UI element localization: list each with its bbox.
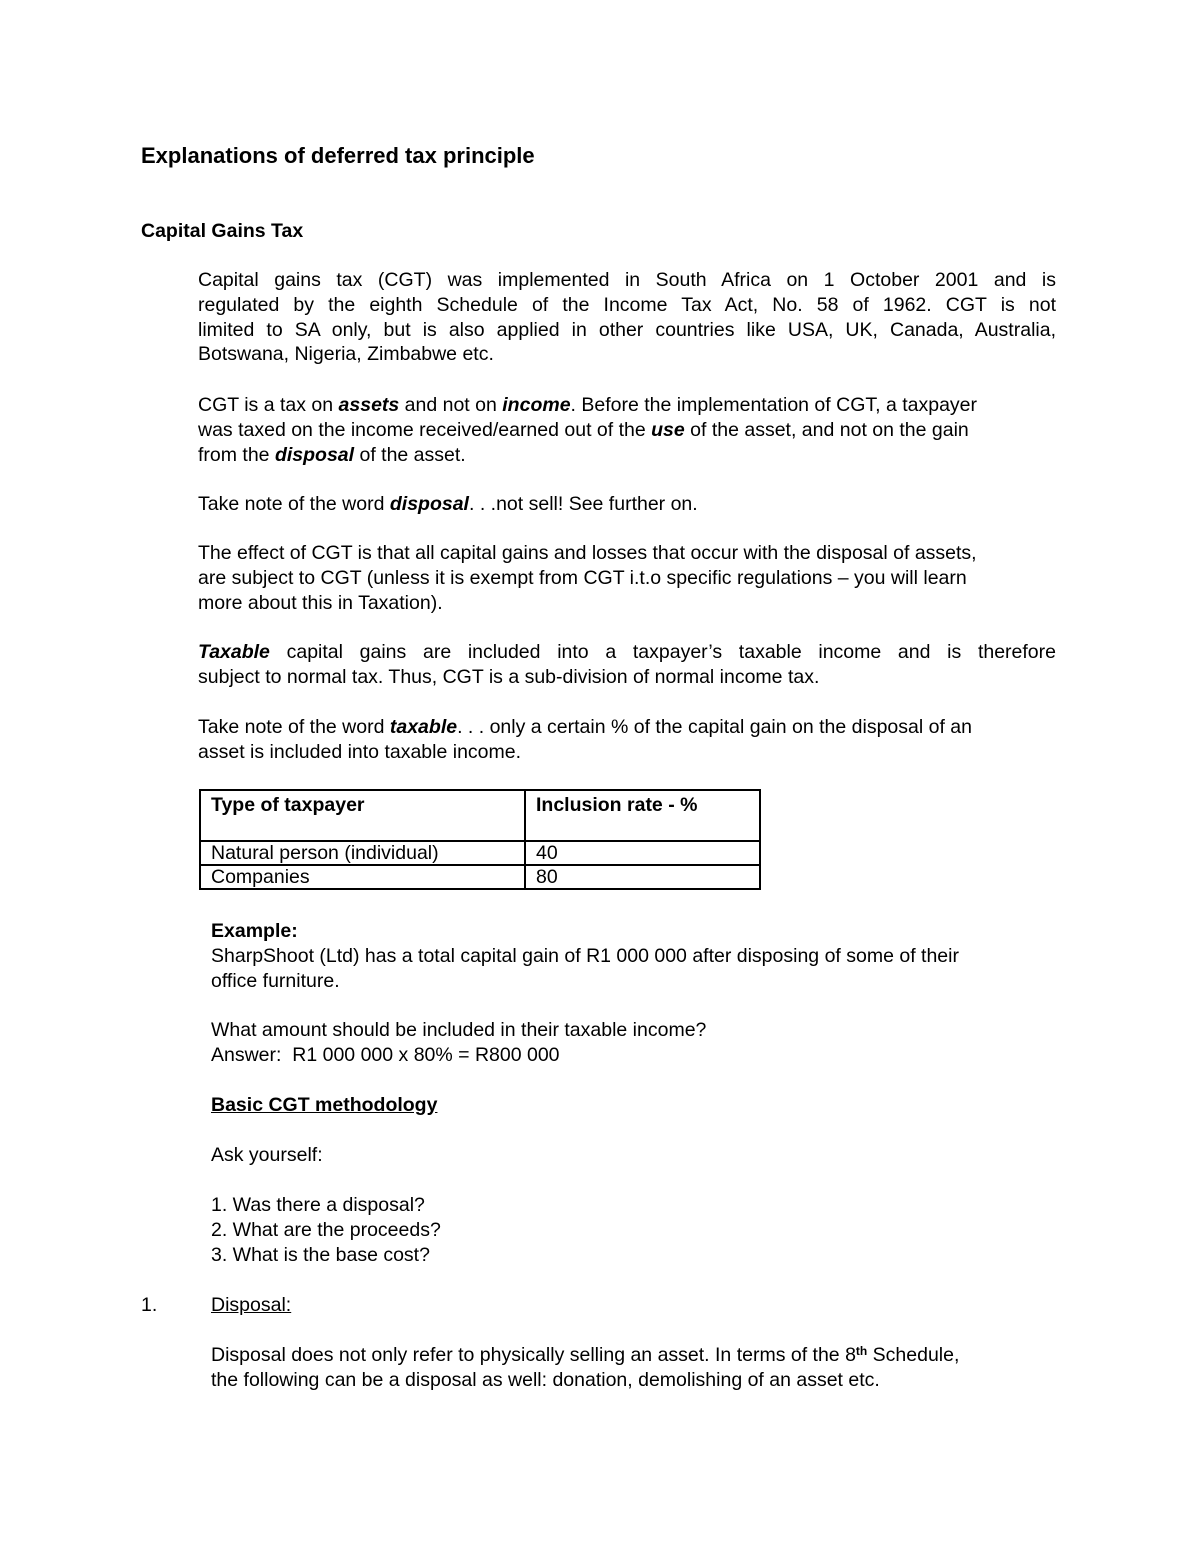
example-label: Example: [211,920,298,942]
paragraph-taxable-gains [198,640,1056,690]
inclusion-rate-table [199,789,761,890]
example-answer: Answer: R1 000 000 x 80% = R800 000 [211,1043,560,1066]
table-header-cell: Inclusion rate - % [525,790,760,841]
emphasis-taxable: Taxable [198,641,270,663]
text-line: are subject to CGT (unless it is exempt from CGT i.t.o specific regulations – you will learn [198,566,967,589]
superscript-th: th [855,1344,868,1358]
text-line: was taxed on the income received/earned out of the use of the asset, and not on the gain [198,418,969,441]
page-title: Explanations of deferred tax principle [141,143,535,168]
text-line: office furniture. [211,969,340,992]
list-item: 2. What are the proceeds? [211,1218,441,1241]
text-line: subject to normal tax. Thus, CGT is a sub-division of normal income tax. [198,665,820,688]
methodology-ask: Ask yourself: [211,1144,323,1166]
paragraph-cgt-effect [198,541,1056,615]
section-heading: Capital Gains Tax [141,220,304,242]
text-line: The effect of CGT is that all capital gains and losses that occur with the disposal of assets, [198,542,977,564]
paragraph-cgt-intro [198,268,1056,367]
emphasis-taxable: taxable [389,716,458,738]
list-item: 3. What is the base cost? [211,1243,430,1266]
emphasis-disposal: disposal [274,443,355,466]
text-line: Taxable capital gains are included into a taxpayer’s taxable income and is therefore [198,641,1056,663]
text-line: asset is included into taxable income. [198,740,522,763]
text-line: from the disposal of the asset. [198,443,466,466]
emphasis-use: use [651,418,685,441]
table-header-row [200,790,760,841]
text-line: regulated by the eighth Schedule of the Income Tax Act, No. 58 of 1962. CGT is not [198,293,1056,316]
text-line: Disposal does not only refer to physically selling an asset. In terms of the 8th Schedule, [211,1344,960,1366]
text-line: Take note of the word taxable. . . only a certain % of the capital gain on the disposal of an [198,716,972,738]
text-line: limited to SA only, but is also applied in other countries like USA, UK, Canada, Australia, [198,318,1056,341]
disposal-heading: Disposal: [211,1294,292,1316]
table-header-cell: Type of taxpayer [200,790,525,841]
text-line: the following can be a disposal as well: donation, demolishing of an asset etc. [211,1368,880,1391]
example-question-block [211,1018,1057,1068]
emphasis-income: income [502,394,571,416]
text-line: Botswana, Nigeria, Zimbabwe etc. [198,343,494,366]
text-line: more about this in Taxation). [198,591,443,614]
paragraph-note-taxable [198,715,1056,765]
text-line: CGT is a tax on assets and not on income. Before the implementation of CGT, a taxpayer [198,394,977,416]
table-row [200,865,760,889]
emphasis-disposal: disposal [389,493,469,515]
example-block [211,919,1057,993]
example-question: What amount should be included in their taxable income? [211,1019,707,1041]
list-item: 1. Was there a disposal? [211,1194,425,1216]
methodology-heading: Basic CGT methodology [211,1094,438,1116]
table-cell: 40 [525,841,760,865]
paragraph-note-disposal: Take note of the word disposal. . .not sell! See further on. [198,493,698,515]
table-cell: Companies [200,865,525,889]
emphasis-assets: assets [338,394,400,416]
text-line: Capital gains tax (CGT) was implemented in South Africa on 1 October 2001 and is [198,269,1056,291]
methodology-list [211,1193,1057,1267]
table-row [200,841,760,865]
section-number: 1. [141,1294,158,1316]
table-cell: Natural person (individual) [200,841,525,865]
paragraph-disposal [211,1343,1057,1393]
table-cell: 80 [525,865,760,889]
text-line: SharpShoot (Ltd) has a total capital gain of R1 000 000 after disposing of some of their [211,944,959,967]
paragraph-assets-income [198,393,1056,467]
